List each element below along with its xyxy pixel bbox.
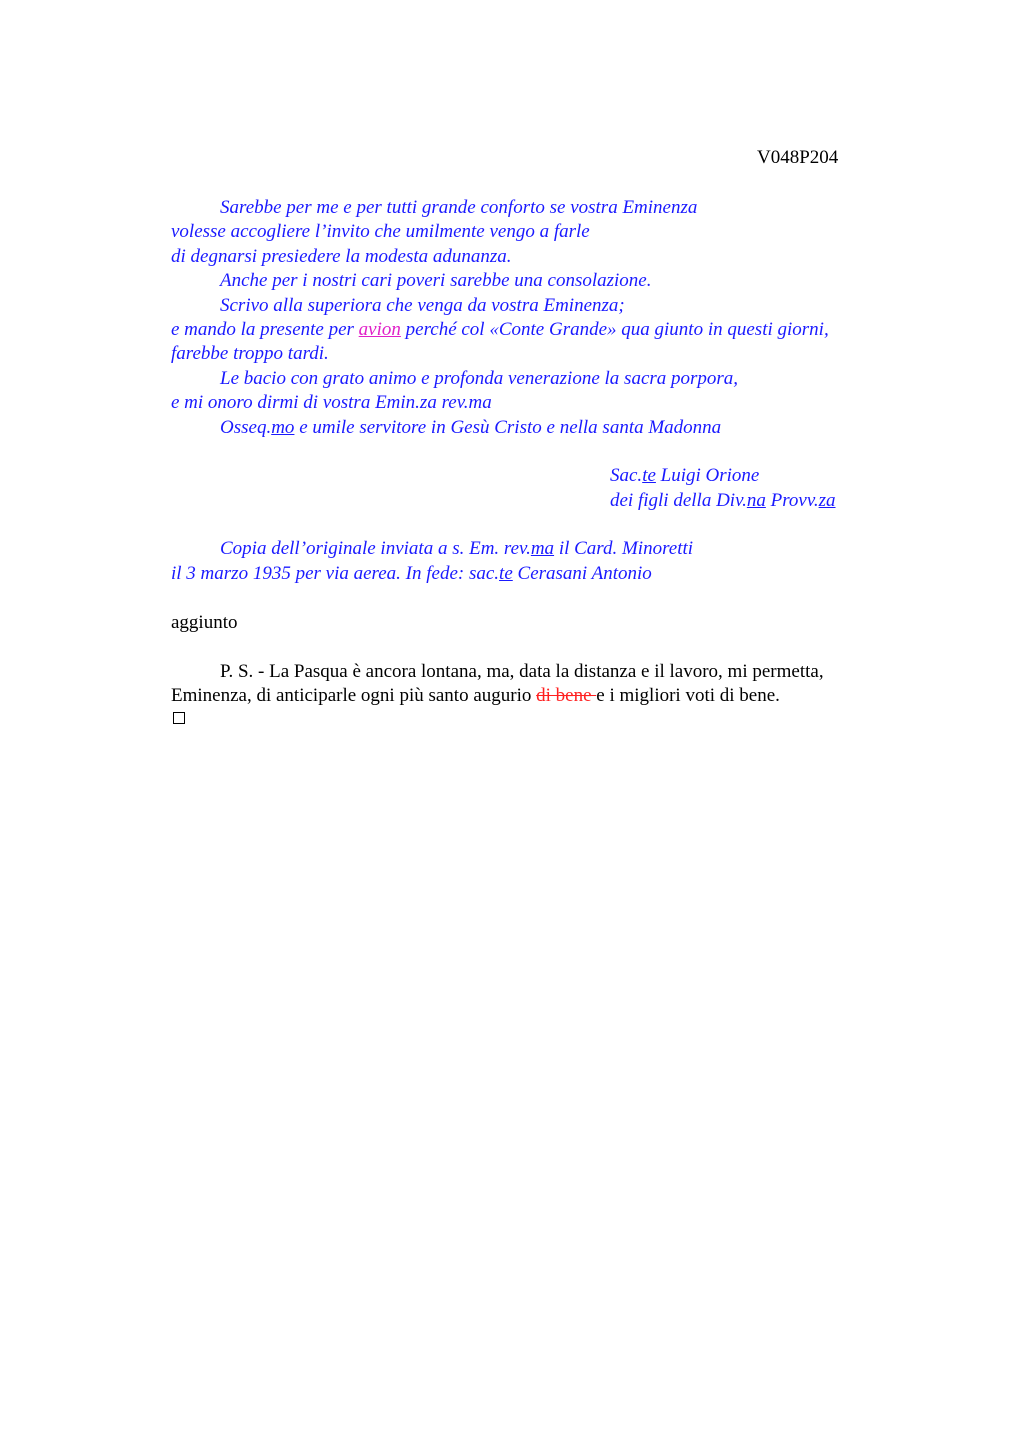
copy-note-line bbox=[171, 537, 931, 561]
letter-line: di degnarsi presiedere la modesta adunanza. bbox=[171, 245, 512, 267]
letter-body bbox=[171, 196, 931, 586]
letter-text: Sac. bbox=[610, 465, 643, 487]
letter-line: Sarebbe per me e per tutti grande conforto se vostra Eminenza bbox=[220, 197, 698, 218]
letter-line: Le bacio con grato animo e profonda venerazione la sacra porpora, bbox=[220, 367, 739, 389]
letter-text: Provv. bbox=[765, 489, 819, 511]
postscript-text: Eminenza, di anticiparle ogni più santo augurio bbox=[171, 685, 537, 707]
postscript-line bbox=[171, 684, 931, 708]
postscript-line: P. S. - La Pasqua è ancora lontana, ma, data la distanza e il lavoro, mi permetta, bbox=[220, 661, 824, 682]
deleted-text: di bene bbox=[536, 685, 597, 707]
letter-text: e mando la presente per bbox=[171, 318, 359, 340]
postscript bbox=[171, 660, 931, 709]
spacer bbox=[171, 440, 931, 464]
letter-text: il 3 marzo 1935 per via aerea. In fede: sac. bbox=[171, 562, 500, 584]
letter-line bbox=[171, 416, 931, 440]
letter-text: Luigi Orione bbox=[655, 465, 760, 487]
abbreviation-suffix: ma bbox=[530, 538, 555, 560]
added-note-label: aggiunto bbox=[171, 612, 238, 633]
abbreviation-suffix: za bbox=[818, 489, 836, 511]
letter-text: perché col «Conte Grande» qua giunto in questi giorni, bbox=[400, 318, 829, 340]
postscript-text: e i migliori voti di bene. bbox=[596, 685, 780, 707]
abbreviation-suffix: te bbox=[642, 465, 656, 487]
empty-box-glyph bbox=[173, 712, 185, 724]
abbreviation-suffix: te bbox=[499, 562, 513, 584]
highlighted-word: avion bbox=[358, 318, 401, 340]
letter-line: Scrivo alla superiora che venga da vostra Eminenza; bbox=[220, 294, 625, 316]
letter-line: farebbe troppo tardi. bbox=[171, 343, 329, 365]
page-code: V048P204 bbox=[757, 147, 839, 168]
signature-line bbox=[171, 489, 931, 513]
letter-text: dei figli della Div. bbox=[610, 489, 747, 511]
letter-line bbox=[171, 318, 931, 342]
letter-text: Cerasani Antonio bbox=[512, 562, 652, 584]
letter-text: e umile servitore in Gesù Cristo e nella santa Madonna bbox=[294, 416, 722, 438]
abbreviation-suffix: mo bbox=[271, 416, 295, 438]
abbreviation-suffix: na bbox=[746, 489, 766, 511]
letter-line: e mi onoro dirmi di vostra Emin.za rev.ma bbox=[171, 392, 492, 414]
letter-text: il Card. Minoretti bbox=[554, 538, 694, 560]
copy-note-line bbox=[171, 562, 931, 586]
letter-line: Anche per i nostri cari poveri sarebbe una consolazione. bbox=[220, 270, 652, 292]
signature-line bbox=[171, 464, 931, 488]
letter-text: Osseq. bbox=[220, 416, 272, 438]
letter-line: volesse accogliere l’invito che umilmente vengo a farle bbox=[171, 221, 590, 243]
spacer bbox=[171, 513, 931, 537]
letter-text: Copia dell’originale inviata a s. Em. rev. bbox=[220, 538, 531, 560]
